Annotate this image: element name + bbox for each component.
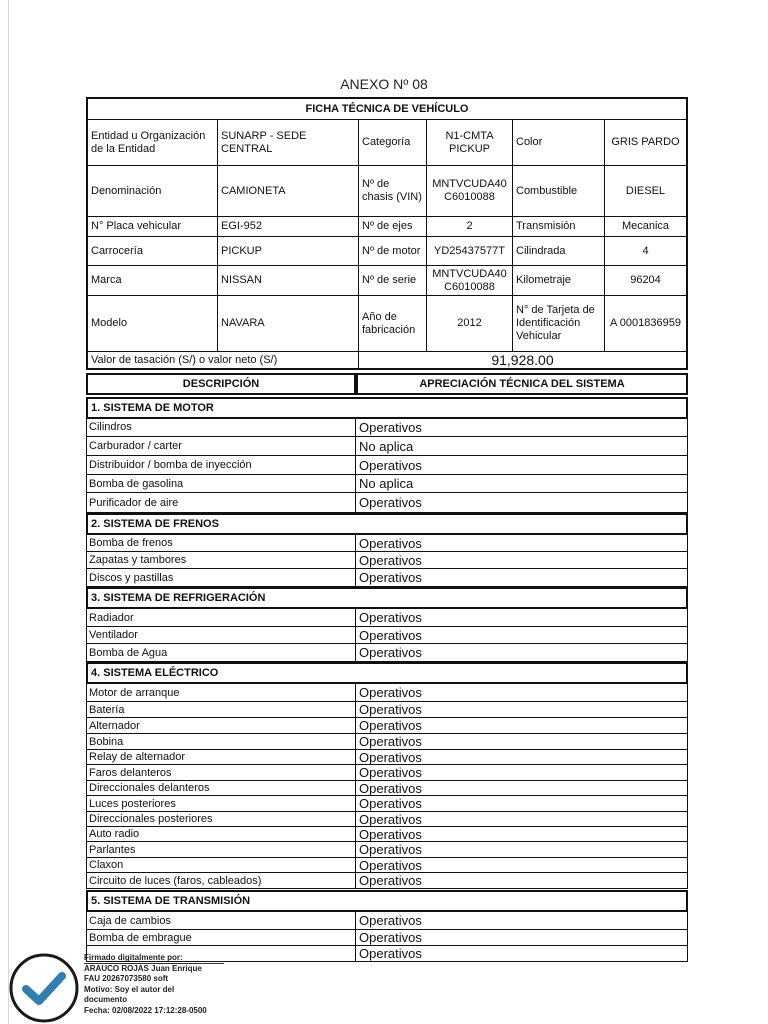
table-row [86,827,688,842]
table-row [86,796,688,812]
table-row [86,718,688,734]
table-row [86,535,688,552]
component-label: Auto radio [87,827,356,841]
label-entidad: Entidad u Organización de la Entidad [88,119,217,165]
component-label: Carburador / carter [87,437,356,455]
component-label: Circuito de luces (faros, cableados) [87,873,356,888]
table-row [86,437,688,456]
component-label: Alternador [87,718,356,733]
component-label: Bomba de embrague [87,930,356,945]
component-status: Operativos [359,457,422,473]
value-serie: MNTVCUDA40 C6010088 [426,265,512,295]
component-status: Operativos [359,552,422,568]
table-row [86,475,688,493]
column-headings [86,373,688,395]
component-status: Operativos [359,645,422,660]
value-transmision: Mecanica [604,216,686,236]
component-label: Discos y pastillas [87,569,356,586]
table-row [86,750,688,765]
section-heading-electrico: 4. SISTEMA ELÉCTRICO [86,662,688,684]
label-carroceria: Carrocería [88,236,217,265]
label-chasis: Nº de chasis (VIN) [358,165,426,216]
component-status: Operativos [359,765,422,780]
digital-signature-check-icon [8,952,80,1024]
label-denominacion: Denominación [88,165,217,216]
label-valuation: Valor de tasación (S/) o valor neto (S/) [88,351,358,368]
value-carroceria: PICKUP [217,236,358,265]
signature-line: Firmado digitalmente por: [84,953,183,962]
component-status: Operativos [359,930,422,945]
value-cilindrada: 4 [604,236,686,265]
component-label: Distribuidor / bomba de inyección [87,456,356,474]
component-label: Ventilador [87,627,356,643]
signature-line: Motivo: Soy el autor del [84,984,175,994]
component-status: No aplica [359,438,414,454]
component-status: Operativos [359,734,422,749]
table-row [86,765,688,781]
label-color: Color [512,119,604,165]
section-heading-frenos: 2. SISTEMA DE FRENOS [86,513,688,535]
table-row [86,627,688,644]
value-placa: EGI-952 [217,216,358,236]
component-label: Relay de alternador [87,750,356,764]
table-row [86,456,688,475]
label-serie: Nº de serie [358,265,426,295]
component-status: Operativos [359,570,422,585]
page-edge [8,0,9,1024]
component-label: Luces posteriores [87,796,356,811]
component-label: Batería [87,702,356,717]
component-status: Operativos [359,419,422,435]
value-motor: YD25437577T [426,236,512,265]
table-row [86,552,688,569]
table-row [86,873,688,889]
component-status: Operativos [359,946,422,961]
component-label: Motor de arranque [87,684,356,701]
component-label: Bomba de frenos [87,535,356,551]
signature-line: ARAUCO ROJAS Juan Enrique [84,963,202,973]
value-categoria: N1-CMTA PICKUP [426,119,512,165]
table-row [86,418,688,437]
component-label: Caja de cambios [87,912,356,929]
component-status: Operativos [359,811,422,827]
table-row [86,684,688,702]
label-combustible: Combustible [512,165,604,216]
vehicle-data-table [86,97,688,370]
component-status: Operativos [359,610,422,625]
component-status: Operativos [359,685,422,700]
section-heading-refrigeracion: 3. SISTEMA DE REFRIGERACIÓN [86,587,688,609]
component-status: Operativos [359,842,422,857]
label-anio: Año de fabricación [358,295,426,351]
table-row [86,734,688,750]
table-row [86,812,688,827]
component-label: Claxon [87,858,356,872]
value-color: GRIS PARDO [604,119,686,165]
component-status: Operativos [359,718,422,733]
signature-line: Fecha: 02/08/2022 17:12:28-0500 [84,1005,207,1015]
value-combustible: DIESEL [604,165,686,216]
component-status: Operativos [359,627,422,643]
value-marca: NISSAN [217,265,358,295]
table-row [86,609,688,627]
col-description: DESCRIPCIÓN [86,373,356,395]
component-status: Operativos [359,796,422,811]
signature-line: documento [84,995,128,1004]
col-appraisal: APRECIACIÓN TÉCNICA DEL SISTEMA [356,373,688,395]
table-row [86,842,688,858]
table-row [86,858,688,873]
value-denominacion: CAMIONETA [217,165,358,216]
component-status: Operativos [359,913,422,928]
table-row [86,569,688,587]
label-tarjeta: N° de Tarjeta de Identificación Vehicular [512,295,604,351]
table-row [86,644,688,662]
ficha-heading: FICHA TÉCNICA DE VEHÍCULO [305,102,469,115]
label-motor: Nº de motor [358,236,426,265]
value-valuation: 91,928.00 [358,351,686,368]
value-chasis: MNTVCUDA40 C6010088 [426,165,512,216]
component-label: Faros delanteros [87,765,356,780]
table-row [86,702,688,718]
component-status: Operativos [359,780,422,796]
table-row [86,930,688,946]
label-ejes: Nº de ejes [358,216,426,236]
label-kilometraje: Kilometraje [512,265,604,295]
component-status: Operativos [359,826,422,842]
value-modelo: NAVARA [217,295,358,351]
component-status: Operativos [359,702,422,717]
component-label: Radiador [87,609,356,626]
value-anio: 2012 [426,295,512,351]
component-label: Direccionales delanteros [87,781,356,795]
label-marca: Marca [88,265,217,295]
table-row [86,912,688,930]
component-label: Purificador de aire [87,493,356,512]
label-transmision: Transmisión [512,216,604,236]
component-label: Bomba de gasolina [87,475,356,492]
value-entidad: SUNARP - SEDE CENTRAL [217,119,358,165]
component-label: Zapatas y tambores [87,552,356,568]
label-cilindrada: Cilindrada [512,236,604,265]
component-status: Operativos [359,873,422,888]
component-label: Bobina [87,734,356,749]
value-kilometraje: 96204 [604,265,686,295]
table-row [86,493,688,513]
section-heading-transmision: 5. SISTEMA DE TRANSMISIÓN [86,890,688,912]
value-tarjeta: A 0001836959 [604,295,686,351]
signature-block [84,953,207,1016]
component-label: Cilindros [87,418,356,436]
component-label: Direccionales posteriores [87,812,356,826]
component-status: Operativos [359,857,422,873]
component-status: Operativos [359,535,422,551]
document-title: ANEXO Nº 08 [340,76,428,92]
label-modelo: Modelo [88,295,217,351]
label-placa: N° Placa vehicular [88,216,217,236]
component-status: No aplica [359,476,414,491]
component-label: Bomba de Agua [87,644,356,661]
label-categoria: Categoría [358,119,426,165]
table-row [86,781,688,796]
component-status: Operativos [359,749,422,765]
signature-line: FAU 20267073580 soft [84,974,169,983]
value-ejes: 2 [426,216,512,236]
section-heading-motor: 1. SISTEMA DE MOTOR [86,397,688,419]
component-label: Parlantes [87,842,356,857]
component-status: Operativos [359,495,422,510]
